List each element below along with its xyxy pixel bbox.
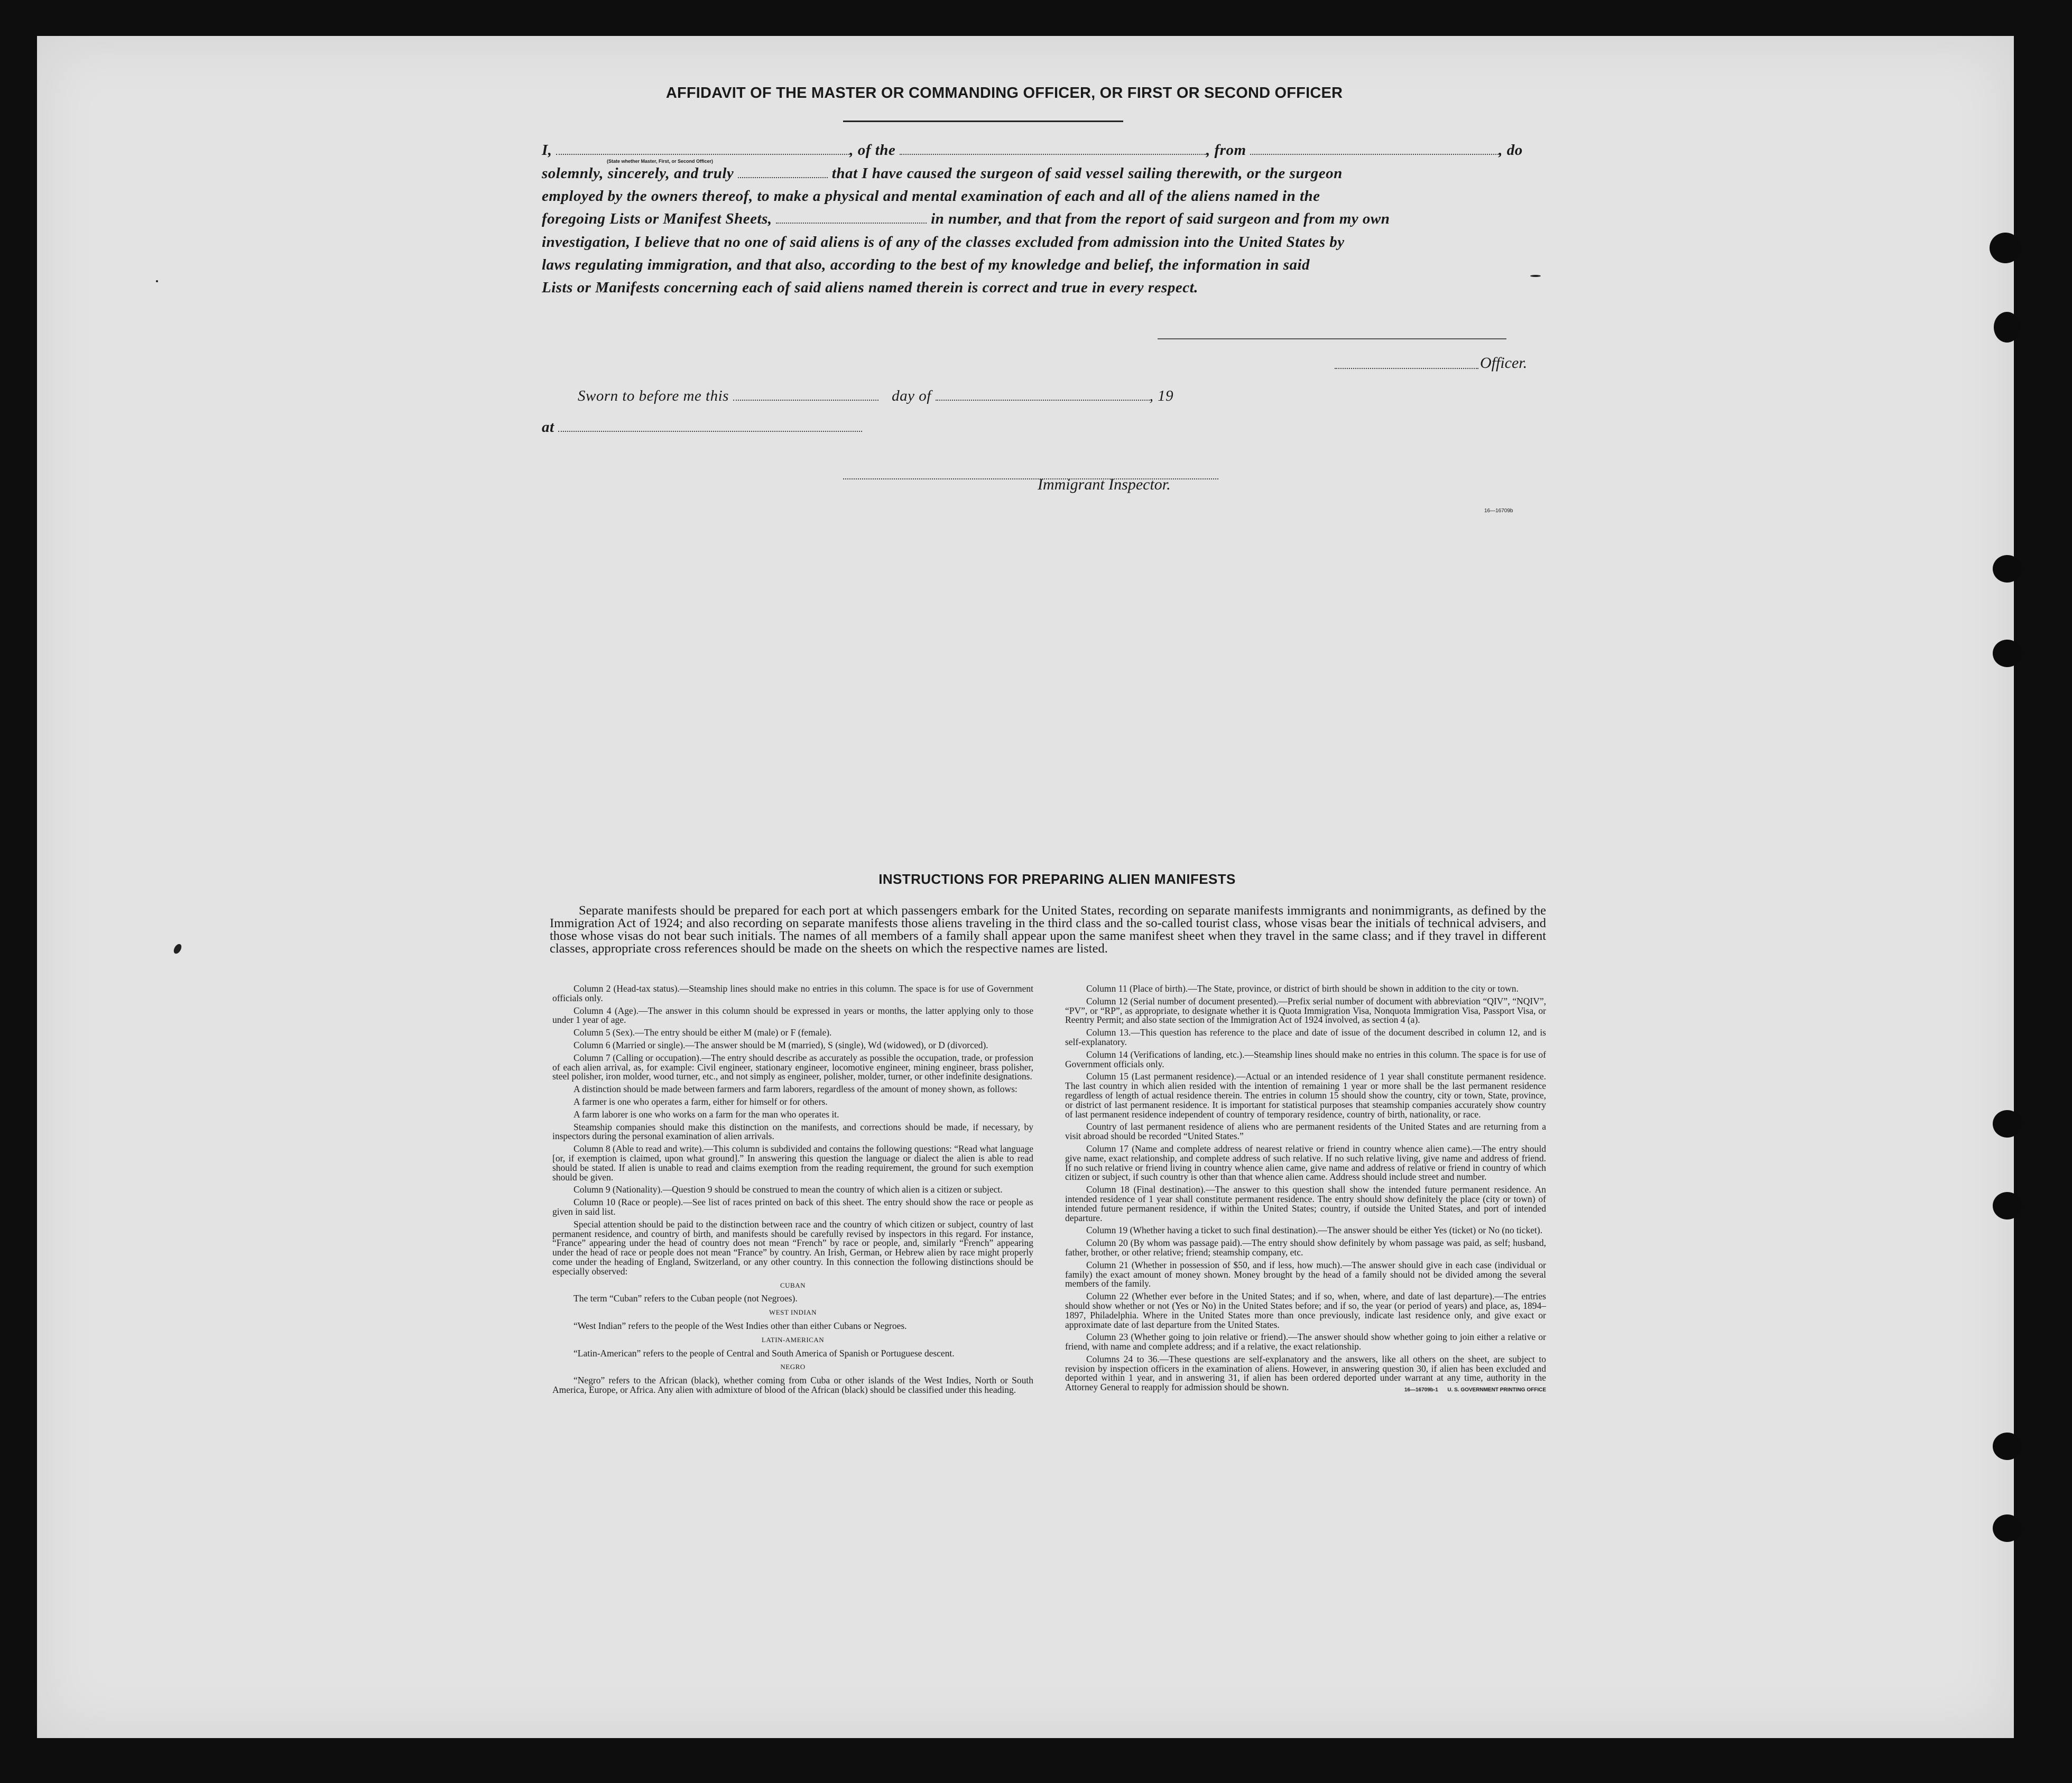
signature-line[interactable] — [1158, 338, 1506, 339]
note-negro: “Negro” refers to the African (black), whether coming from Cuba or other islands of the West Indies, North or South America, Europe, or Africa. Any alien with admixture of blood of the African (black) should be classified under this heading. — [552, 1375, 1033, 1395]
note-farm-laborer: A farm laborer is one who works on a farm for the man who operates it. — [574, 1108, 839, 1120]
text-in-number: in number, and that from the report of said surgeon and from my own — [931, 210, 1390, 227]
note-col-11: Column 11 (Place of birth).—The State, province, or district of birth should be shown in addition to the city or town. — [1086, 983, 1519, 994]
note-us-residents: Country of last permanent residence of aliens who are permanent residents of the United States and are returning from a visit abroad should be recorded “United States.” — [1065, 1121, 1546, 1142]
text-of-the: , of the — [849, 142, 896, 159]
form-code: 16—16709b — [1484, 508, 1513, 514]
speck — [1530, 275, 1541, 277]
note-west-indian: “West Indian” refers to the people of the West Indies other than either Cubans or Negroes. — [574, 1320, 907, 1331]
affidavit-line-6: laws regulating immigration, and that also, according to the best of my knowledge and belief, the information in said — [542, 256, 1310, 273]
speck — [156, 280, 158, 282]
text-day-of: day of — [892, 387, 931, 404]
note-col-24-36: Columns 24 to 36.—These questions are self-explanatory and the answers, like all others on the sheet, are subject to revision by inspection officers in the examination of aliens. However, in answering question 30, if alien has been excluded and deported within 1 year, and in answering 31, if alien has been ordered deported under warrant at any time, authority in the Attorney General to reapply for admission should be shown. — [1065, 1353, 1546, 1393]
note-col-21: Column 21 (Whether in possession of $50, and if less, how much).—The answer should give in each case (individual or family) the exact amount of money shown. Money brought by the head of a family should not be divided among the several members of the family. — [1065, 1259, 1546, 1289]
heading-cuban: CUBAN — [780, 1281, 806, 1289]
at-line — [542, 419, 862, 440]
binder-hole — [1994, 312, 2020, 343]
text-at: at — [542, 419, 554, 436]
blank-day[interactable] — [733, 389, 878, 401]
blank-sheet-count[interactable] — [776, 212, 927, 224]
note-col-10: Column 10 (Race or people).—See list of races printed on back of this sheet. The entry should show the race or people as given in said list. — [552, 1197, 1033, 1217]
blank-place[interactable] — [558, 420, 862, 432]
rank-note: (State whether Master, First, or Second Officer) — [607, 159, 714, 164]
heading-latin-american: LATIN-AMERICAN — [761, 1335, 825, 1344]
affidavit-line-4 — [542, 210, 1390, 232]
text-year: , 19 — [1149, 387, 1174, 404]
inspector-label: Immigrant Inspector. — [1038, 476, 1171, 493]
note-latin-american: “Latin-American” refers to the people of Central and South America of Spanish or Portuguese descent. — [574, 1347, 955, 1359]
affidavit-title: AFFIDAVIT OF THE MASTER OR COMMANDING OFFICER, OR FIRST OR SECOND OFFICER — [665, 85, 1343, 101]
note-col-18: Column 18 (Final destination).—The answer to this question shall show the intended future permanent residence. An intended residence of 1 year shall constitute permanent residence. The entry should show definitely the place (city or town) of intended future permanent residence, if within the United States; country, if outside the United States, and port of intended departure. — [1065, 1184, 1546, 1223]
instructions-title: INSTRUCTIONS FOR PREPARING ALIEN MANIFESTS — [878, 871, 1236, 887]
binder-hole — [1993, 640, 2022, 667]
blank-vessel-name[interactable] — [900, 143, 1206, 155]
note-col-7: Column 7 (Calling or occupation).—The entry should describe as accurately as possible the occupation, trade, or profession of each alien arrival, as, for example: Civil engineer, stationary engineer, locomotive engineer, mining engineer, brass polisher, steel polisher, iron molder, wood turner, etc., and not simply as engineer, polisher, molder, turner, or other indefinite designations. — [552, 1052, 1033, 1082]
note-col-9: Column 9 (Nationality).—Question 9 should be construed to mean the country of which alien is a citizen or subject. — [574, 1184, 1003, 1195]
binder-hole — [1993, 1433, 2022, 1460]
binder-hole — [1993, 1192, 2022, 1220]
blank-swear-affirm[interactable] — [738, 167, 828, 178]
text-sworn: Sworn to before me this — [578, 387, 729, 404]
note-col-5: Column 5 (Sex).—The entry should be either M (male) or F (female). — [574, 1027, 832, 1038]
binder-hole — [1993, 1110, 2022, 1138]
blank-officer-rank[interactable] — [556, 143, 849, 155]
note-distinction: Steamship companies should make this distinction on the manifests, and corrections should be made, if necessary, by inspectors during the personal examination of alien arrivals. — [552, 1121, 1033, 1142]
affidavit-line-2 — [542, 165, 1343, 186]
note-col-15: Column 15 (Last permanent residence).—Actual or an intended residence of 1 year shall constitute permanent residence. The last country in which alien resided with the intention of remaining 1 year or more shall be the last permanent residence regardless of length of actual residence therein. The entries in column 15 should show the country, city or town, State, province, or district of last permanent residence. It is important for statistical purposes that steamship companies accurately show country of last permanent residence independent of country of temporary residence, country of birth, nationality, or race. — [1065, 1071, 1546, 1120]
note-col-6: Column 6 (Married or single).—The answer should be M (married), S (single), Wd (widowed), or D (divorced). — [574, 1039, 988, 1050]
affidavit-line-3: employed by the owners thereof, to make a physical and mental examination of each and all of the aliens named in the — [542, 188, 1320, 205]
text-surgeon: that I have caused the surgeon of said vessel sailing therewith, or the surgeon — [831, 165, 1343, 182]
affidavit-line-7: Lists or Manifests concerning each of said aliens named therein is correct and true in every respect. — [542, 279, 1198, 296]
footer-printing-office: U. S. GOVERNMENT PRINTING OFFICE — [1447, 1387, 1546, 1393]
text-from: , from — [1206, 142, 1246, 159]
note-col-14: Column 14 (Verifications of landing, etc.).—Steamship lines should make no entries in this column. The space is for use of Government officials only. — [1065, 1049, 1546, 1069]
heading-negro: NEGRO — [780, 1363, 806, 1371]
note-col-23: Column 23 (Whether going to join relative or friend).—The answer should show whether going to join either a relative or friend, with name and complete address; and if a relative, the exact relationship. — [1065, 1332, 1546, 1352]
instructions-intro: Separate manifests should be prepared for each port at which passengers embark for the United States, recording on separate manifests immigrants and nonimmigrants, as defined by the Immigration Act of 1924; and also recording on separate manifests those aliens traveling in the third class and the so-called tourist class, whose visas bear the initials of technical advisers, and those whose visas do not bear such initials. The names of all members of a family shall appear upon the same manifest sheet when they travel in the same class; and if they travel in different classes, appropriate cross references should be made on the sheets on which the respective names are listed. — [550, 903, 1546, 956]
instructions-right-column — [1065, 984, 1546, 1398]
instructions-left-column — [552, 984, 1033, 1398]
note-col-19: Column 19 (Whether having a ticket to such final destination).—The answer should be either Yes (ticket) or No (no ticket). — [1086, 1225, 1543, 1236]
binder-hole — [1993, 1514, 2022, 1542]
note-cuban: The term “Cuban” refers to the Cuban people (not Negroes). — [574, 1293, 798, 1304]
text-do: , do — [1498, 142, 1523, 159]
officer-label: Officer. — [1480, 354, 1528, 372]
note-col-13: Column 13.—This question has reference to the place and date of issue of the document described in column 12, and is self-explanatory. — [1065, 1027, 1546, 1047]
note-col-2: Column 2 (Head-tax status).—Steamship lines should make no entries in this column. The space is for use of Government officials only. — [552, 983, 1033, 1003]
text-i: I, — [542, 142, 552, 159]
officer-blank[interactable] — [1335, 357, 1478, 369]
text-solemnly: solemnly, sincerely, and truly — [542, 165, 734, 182]
note-col-12: Column 12 (Serial number of document presented).—Prefix serial number of document with abbreviation “QIV”, “NQIV”, “PV”, or “RP”, as appropriate, to designate whether it is Quota Immigration Visa, Nonquota Immigration Visa, Passport Visa, or Reentry Permit; and also state section of the Immigration Act of 1924 involved, as section 4 (a). — [1065, 995, 1546, 1026]
note-farmers: A distinction should be made between farmers and farm laborers, regardless of the amount of money shown, as follows: — [574, 1084, 1018, 1095]
sworn-line — [578, 387, 1173, 409]
note-col-4: Column 4 (Age).—The answer in this column should be expressed in years or months, the latter applying only to those under 1 year of age. — [552, 1005, 1033, 1026]
note-col-17: Column 17 (Name and complete address of nearest relative or friend in country whence alien came).—The entry should give name, exact relationship, and complete address of such relative. If no such relative living, give name and address of friend. If no such relative or friend living in country whence alien came, give name and address of relative or friend in country of which citizen or subject, if such country is other than that whence alien came. Address should include street and number. — [1065, 1143, 1546, 1182]
footer-form-code: 16—16709b-1 — [1404, 1387, 1438, 1393]
affidavit-line-5: investigation, I believe that no one of said aliens is of any of the classes excluded from admission into the United States by — [542, 234, 1345, 251]
text-foregoing: foregoing Lists or Manifest Sheets, — [542, 210, 772, 227]
title-underline — [843, 121, 1123, 122]
note-farmer: A farmer is one who operates a farm, either for himself or for others. — [574, 1096, 828, 1107]
note-special-attention: Special attention should be paid to the distinction between race and the country of which citizen or subject, country of last permanent residence, and country of birth, and manifests should be carefully revised by inspectors in this regard. For instance, “France” appearing under the head of country does not mean “French” by race or people, and, similarly “French” appearing under the head of race or people does not mean “France” by country. An Irish, German, or Hebrew alien by race might properly come under the heading of England, Switzerland, or any other country. In this connection the following distinctions should be especially observed: — [552, 1218, 1033, 1277]
heading-west-indian: WEST INDIAN — [769, 1308, 817, 1317]
binder-hole — [1990, 233, 2021, 263]
blank-month[interactable] — [936, 389, 1150, 401]
blank-from-port[interactable] — [1250, 143, 1498, 155]
note-col-8: Column 8 (Able to read and write).—This column is subdivided and contains the following questions: “Read what language [or, if exemption is claimed, upon what ground].” In answering this question the language or dialect the alien is able to read should be stated. If alien is unable to read and claims exemption from the reading requirement, the ground for such exemption should be given. — [552, 1143, 1033, 1182]
note-col-22: Column 22 (Whether ever before in the United States; and if so, when, where, and date of last departure).—The entries should show whether or not (Yes or No) in the United States before; and if so, the year (or period of years) and place, as, 1894–1897, Philadelphia. Where in the United States more than once previously, indicate last residence only, and give exact or approximate date of last departure from the United States. — [1065, 1291, 1546, 1330]
note-col-20: Column 20 (By whom was passage paid).—The entry should show definitely by whom passage was paid, as self; husband, father, brother, or other relative; friend; steamship company, etc. — [1065, 1237, 1546, 1258]
binder-hole — [1993, 555, 2022, 583]
